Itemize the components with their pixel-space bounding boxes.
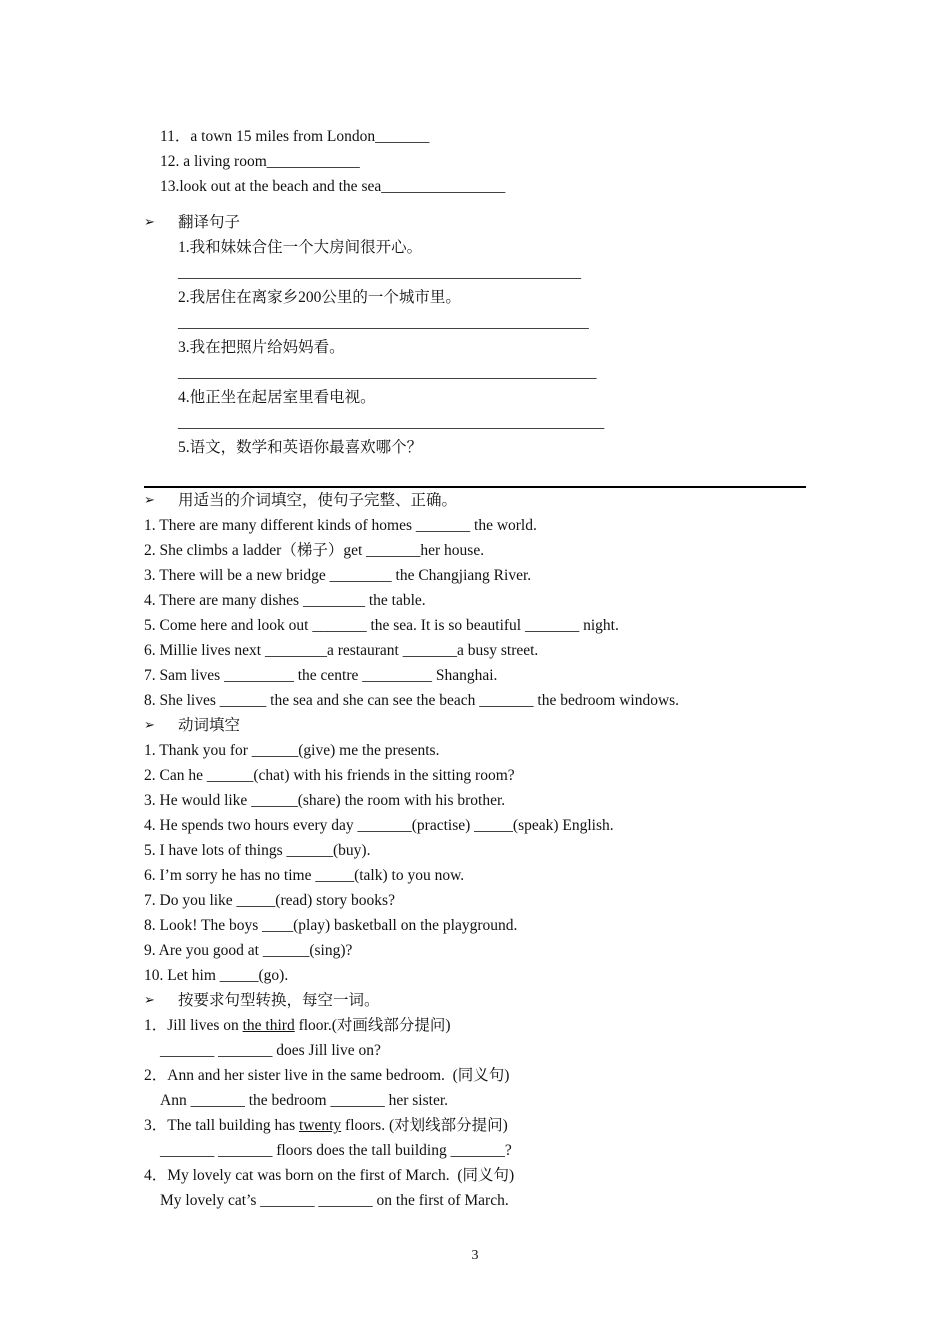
underlined-phrase: twenty [298, 1117, 342, 1134]
section-divider [144, 486, 806, 488]
transform-answer-2: Ann _______ the bedroom _______ her sister. [160, 1092, 449, 1109]
arrow-bullet-icon: ➢ [144, 993, 155, 1008]
translate-question-3: 3.我在把照片给妈妈看。 [178, 339, 345, 356]
section-heading-transform: 按要求句型转换，每空一词。 [178, 992, 380, 1009]
arrow-bullet-icon: ➢ [144, 493, 155, 508]
section-heading-prepositions: 用适当的介词填空，使句子完整、正确。 [178, 492, 458, 509]
transform-question-1 [144, 1016, 451, 1036]
arrow-bullet-icon: ➢ [144, 215, 155, 230]
page-number: 3 [471, 1248, 479, 1263]
list-item-13: 13.look out at the beach and the sea________________ [160, 178, 506, 195]
list-item-11: 11．a town 15 miles from London_______ [160, 128, 430, 145]
prep-question-5: 5. Come here and look out _______ the sea. It is so beautiful _______ night. [144, 617, 619, 634]
transform-answer-1: _______ _______ does Jill live on? [160, 1042, 381, 1059]
arrow-bullet-icon: ➢ [144, 718, 155, 733]
list-item-12: 12. a living room____________ [160, 153, 360, 170]
question-text: floors. (对划线部分提问) [341, 1117, 508, 1134]
prep-question-4: 4. There are many dishes ________ the table. [144, 592, 426, 609]
verb-question-7: 7. Do you like _____(read) story books? [144, 892, 395, 909]
translate-answer-line-4: _______________________________________________________ [178, 414, 605, 431]
prep-question-2: 2. She climbs a ladder（梯子）get _______her house. [144, 542, 485, 559]
prep-question-1: 1. There are many different kinds of homes _______ the world. [144, 517, 537, 534]
translate-question-2: 2.我居住在离家乡200公里的一个城市里。 [178, 289, 461, 306]
translate-answer-line-3: ______________________________________________________ [178, 364, 597, 381]
question-text: floor.(对画线部分提问) [294, 1017, 451, 1034]
prep-question-3: 3. There will be a new bridge ________ the Changjiang River. [144, 567, 532, 584]
translate-answer-line-2: _____________________________________________________ [178, 314, 589, 331]
prep-question-7: 7. Sam lives _________ the centre _________ Shanghai. [144, 667, 498, 684]
transform-question-3 [144, 1116, 508, 1136]
translate-question-1: 1.我和妹妹合住一个大房间很开心。 [178, 239, 423, 256]
translate-question-5: 5.语文，数学和英语你最喜欢哪个？ [178, 439, 423, 456]
transform-question-2: 2．Ann and her sister live in the same bedroom. (同义句) [144, 1067, 510, 1084]
verb-question-3: 3. He would like ______(share) the room with his brother. [144, 792, 506, 809]
transform-question-4: 4．My lovely cat was born on the first of March. (同义句) [144, 1167, 515, 1184]
verb-question-4: 4. He spends two hours every day _______(practise) _____(speak) English. [144, 817, 614, 834]
underlined-phrase: the third [242, 1017, 295, 1034]
prep-question-8: 8. She lives ______ the sea and she can see the beach _______ the bedroom windows. [144, 692, 680, 709]
verb-question-6: 6. I’m sorry he has no time _____(talk) to you now. [144, 867, 465, 884]
question-text: 1．Jill lives on [144, 1017, 243, 1034]
transform-answer-3: _______ _______ floors does the tall building _______? [160, 1142, 512, 1159]
section-heading-verbs: 动词填空 [178, 717, 241, 734]
section-heading-translate: 翻译句子 [178, 214, 241, 231]
verb-question-8: 8. Look! The boys ____(play) basketball on the playground. [144, 917, 518, 934]
verb-question-2: 2. Can he ______(chat) with his friends in the sitting room? [144, 767, 515, 784]
translate-answer-line-1: ____________________________________________________ [178, 264, 581, 281]
transform-answer-4: My lovely cat’s _______ _______ on the first of March. [160, 1192, 509, 1209]
question-text: 3．The tall building has [144, 1117, 299, 1134]
verb-question-10: 10. Let him _____(go). [144, 967, 289, 984]
verb-question-9: 9. Are you good at ______(sing)? [144, 942, 353, 959]
verb-question-5: 5. I have lots of things ______(buy). [144, 842, 371, 859]
translate-question-4: 4.他正坐在起居室里看电视。 [178, 389, 376, 406]
prep-question-6: 6. Millie lives next ________a restaurant _______a busy street. [144, 642, 539, 659]
verb-question-1: 1. Thank you for ______(give) me the presents. [144, 742, 440, 759]
